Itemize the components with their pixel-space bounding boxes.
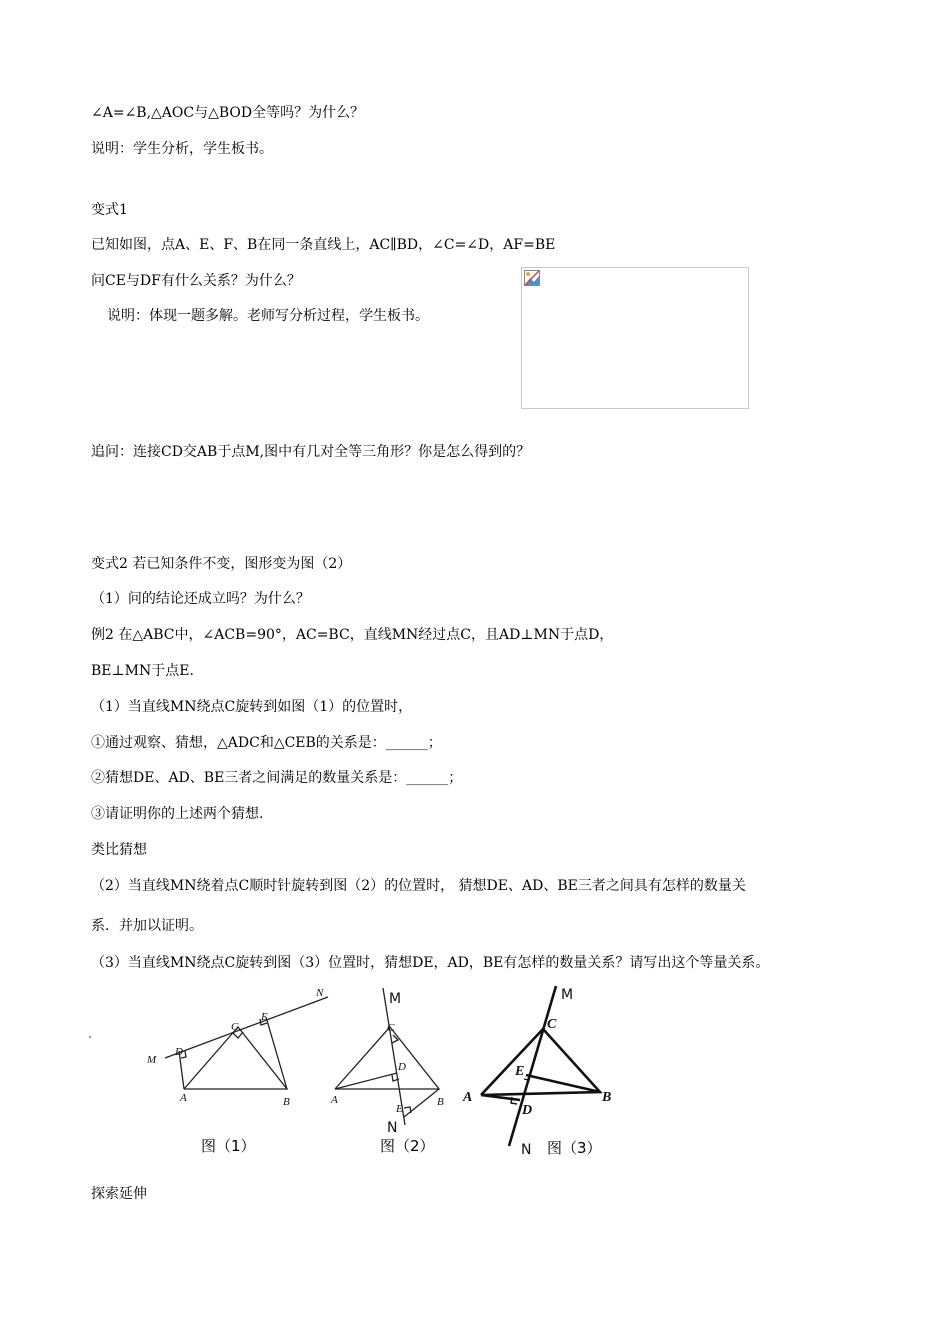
fig3-segment-ad xyxy=(481,1095,520,1100)
fig1-right-angle-d xyxy=(181,1051,186,1058)
broken-image-icon xyxy=(524,270,540,286)
figure-3-bold-labels xyxy=(462,1017,611,1118)
figure-point-labels xyxy=(146,987,444,1115)
text-line-19: （3）当直线MN绕点C旋转到图（3）位置时，猜想DE，AD，BE有怎样的数量关系？请写出这个等量关系。 xyxy=(91,955,770,971)
text-line-15: ③请证明你的上述两个猜想. xyxy=(91,806,264,822)
text-line-16: 类比猜想 xyxy=(91,842,147,858)
figure-2 xyxy=(335,988,439,1125)
text-line-18: 系．并加以证明。 xyxy=(91,918,203,934)
fig3-label-c: C xyxy=(547,1017,557,1032)
text-line-10: 例2 在△ABC中，∠ACB=90°，AC=BC，直线MN经过点C，且AD⊥MN于点D， xyxy=(91,627,614,643)
text-line-12: （1）当直线MN绕点C旋转到如图（1）的位置时， xyxy=(91,699,413,715)
fig1-label-n: N xyxy=(316,987,324,999)
fig3-triangle-abc xyxy=(481,1029,600,1095)
fig1-label-b: B xyxy=(283,1096,290,1108)
fig3-label-b: B xyxy=(602,1090,612,1105)
fig2-right-angle-c xyxy=(392,1035,398,1043)
fig3-label-n: N xyxy=(521,1142,532,1158)
fig3-segment-be xyxy=(526,1075,600,1092)
fig3-right-angle-e xyxy=(524,1074,530,1080)
fig2-label-m: M xyxy=(389,991,402,1007)
fig2-line-mn xyxy=(383,988,405,1125)
fig1-label-c: C xyxy=(231,1021,239,1033)
fig3-label-d: D xyxy=(522,1103,533,1118)
fig2-caption: 图（2） xyxy=(380,1137,435,1155)
text-line-9: （1）问的结论还成立吗？为什么？ xyxy=(91,591,310,607)
text-line-14: ②猜想DE、AD、BE三者之间满足的数量关系是：______； xyxy=(91,770,463,786)
fig3-label-e: E xyxy=(515,1064,525,1079)
fig1-segment-be xyxy=(266,1017,287,1089)
text-line-5: 问CE与DF有什么关系？为什么？ xyxy=(91,273,301,289)
fig3-caption: 图（3） xyxy=(547,1139,602,1157)
fig3-right-angle-d xyxy=(511,1097,517,1104)
fig1-label-d: D xyxy=(175,1046,183,1058)
text-line-4: 已知如图，点A、E、F、B在同一条直线上，AC∥BD，∠C=∠D，AF=BE xyxy=(91,237,556,253)
text-line-8: 变式2 若已知条件不变，图形变为图（2） xyxy=(91,556,352,572)
fig3-label-m: M xyxy=(561,987,574,1003)
text-line-2: 说明：学生分析，学生板书。 xyxy=(91,141,273,157)
fig2-right-angle-e xyxy=(404,1107,411,1113)
text-line-11: BE⊥MN于点E. xyxy=(91,663,194,679)
text-line-17: （2）当直线MN绕着点C顺时针旋转到图（2）的位置时， 猜想DE、AD、BE三者之间具有怎样的数量关 xyxy=(91,878,746,894)
figure-upright-labels xyxy=(387,987,573,1158)
fig2-triangle-abc xyxy=(335,1027,439,1089)
fig1-right-angle-c xyxy=(233,1032,243,1038)
fig2-segment-ad xyxy=(335,1073,397,1089)
text-line-20: 探索延伸 xyxy=(91,1186,147,1202)
fig2-right-angle-d xyxy=(392,1075,399,1081)
text-line-3: 变式1 xyxy=(91,202,128,218)
fig1-triangle-abc xyxy=(184,1027,287,1089)
figure-3 xyxy=(481,986,600,1146)
fig2-label-n: N xyxy=(387,1120,398,1136)
fig2-label-a: A xyxy=(331,1094,338,1106)
text-line-13: ①通过观察、猜想，△ADC和△CEB的关系是：______； xyxy=(91,735,442,751)
fig1-line-mn xyxy=(165,997,328,1058)
fig2-label-b: B xyxy=(437,1096,444,1108)
text-line-1: ∠A=∠B,△AOC与△BOD全等吗？为什么？ xyxy=(91,105,365,121)
fig3-line-mn xyxy=(509,986,556,1146)
stray-dot xyxy=(89,1036,91,1038)
figure-1 xyxy=(165,997,328,1089)
broken-image-placeholder xyxy=(521,267,749,409)
fig2-label-e: E xyxy=(396,1103,403,1115)
fig1-segment-ad xyxy=(179,1051,184,1089)
fig1-label-m: M xyxy=(147,1054,157,1066)
text-line-7: 追问：连接CD交AB于点M,图中有几对全等三角形？你是怎么得到的？ xyxy=(91,444,531,460)
fig3-label-a: A xyxy=(463,1090,473,1105)
fig2-label-d: D xyxy=(398,1061,406,1073)
fig2-label-c: C xyxy=(387,1022,395,1034)
fig1-caption: 图（1） xyxy=(201,1137,256,1155)
fig1-right-angle-e xyxy=(260,1019,267,1025)
text-line-6: 说明：体现一题多解。老师写分析过程，学生板书。 xyxy=(107,308,429,324)
fig2-segment-be xyxy=(404,1089,439,1117)
fig1-label-e: E xyxy=(261,1011,268,1023)
fig1-label-a: A xyxy=(180,1092,187,1104)
